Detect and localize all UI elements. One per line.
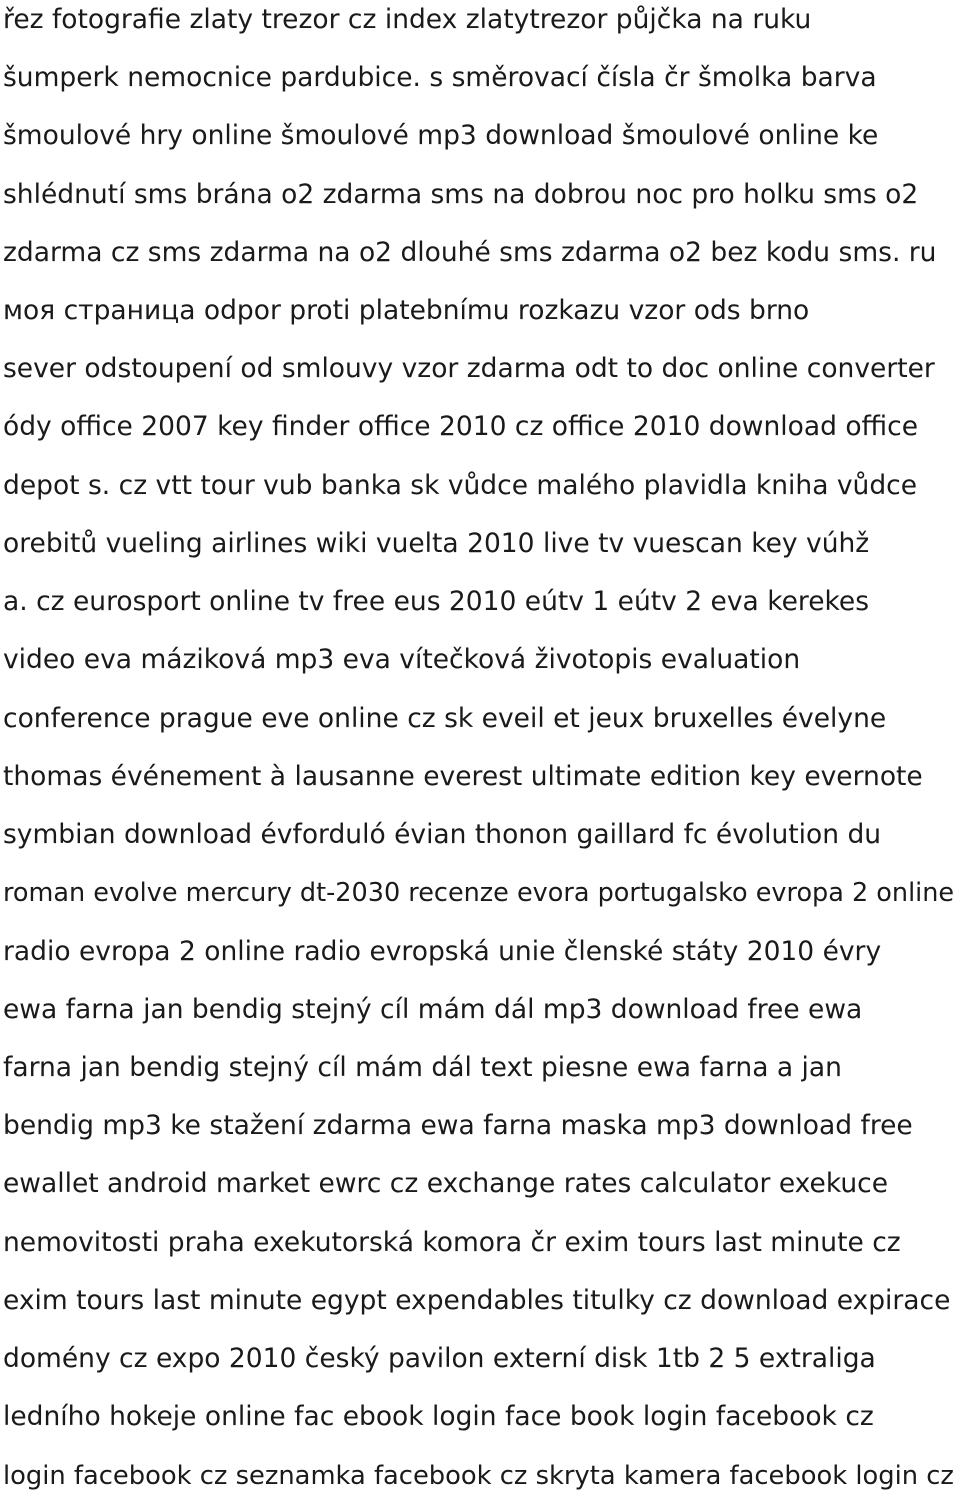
text-line-3: šmoulové hry online šmoulové mp3 download šmoulové online ke xyxy=(3,120,879,151)
text-line-7: sever odstoupení od smlouvy vzor zdarma odt to doc online converter xyxy=(3,353,935,384)
text-line-19: farna jan bendig stejný cíl mám dál text piesne ewa farna a jan xyxy=(3,1052,842,1083)
text-line-8: ódy office 2007 key finder office 2010 cz office 2010 download office xyxy=(3,411,919,442)
text-line-21: ewallet android market ewrc cz exchange rates calculator exekuce xyxy=(3,1168,889,1199)
text-line-9: depot s. cz vtt tour vub banka sk vůdce malého plavidla kniha vůdce xyxy=(3,470,918,501)
text-line-15: symbian download évforduló évian thonon gaillard fc évolution du xyxy=(3,819,882,850)
text-line-23: exim tours last minute egypt expendables titulky cz download expirace xyxy=(3,1285,951,1316)
text-line-11: a. cz eurosport online tv free eus 2010 eútv 1 eútv 2 eva kerekes xyxy=(3,586,870,617)
text-line-13: conference prague eve online cz sk eveil et jeux bruxelles évelyne xyxy=(3,703,887,734)
text-line-20: bendig mp3 ke stažení zdarma ewa farna maska mp3 download free xyxy=(3,1110,913,1141)
text-line-12: video eva máziková mp3 eva vítečková životopis evaluation xyxy=(3,644,801,675)
text-line-26: login facebook cz seznamka facebook cz skryta kamera facebook login cz xyxy=(3,1461,954,1491)
text-line-18: ewa farna jan bendig stejný cíl mám dál mp3 download free ewa xyxy=(3,994,863,1025)
text-line-14: thomas événement à lausanne everest ultimate edition key evernote xyxy=(3,761,923,792)
text-line-17: radio evropa 2 online radio evropská unie členské státy 2010 évry xyxy=(3,936,882,967)
text-line-10: orebitů vueling airlines wiki vuelta 2010 live tv vuescan key vúhž xyxy=(3,528,870,559)
text-line-6: моя страница odpor proti platebnímu rozkazu vzor ods brno xyxy=(3,295,810,326)
text-line-2: šumperk nemocnice pardubice. s směrovací čísla čr šmolka barva xyxy=(3,62,877,93)
text-line-22: nemovitosti praha exekutorská komora čr exim tours last minute cz xyxy=(3,1227,901,1258)
text-line-16: roman evolve mercury dt-2030 recenze evora portugalsko evropa 2 online xyxy=(3,878,955,908)
text-line-24: domény cz expo 2010 český pavilon externí disk 1tb 2 5 extraliga xyxy=(3,1343,876,1374)
text-line-4: shlédnutí sms brána o2 zdarma sms na dobrou noc pro holku sms o2 xyxy=(3,179,919,210)
text-line-25: ledního hokeje online fac ebook login face book login facebook cz xyxy=(3,1401,874,1432)
text-line-5: zdarma cz sms zdarma na o2 dlouhé sms zdarma o2 bez kodu sms. ru xyxy=(3,237,937,268)
text-line-1: řez fotografie zlaty trezor cz index zlatytrezor půjčka na ruku xyxy=(3,4,812,35)
